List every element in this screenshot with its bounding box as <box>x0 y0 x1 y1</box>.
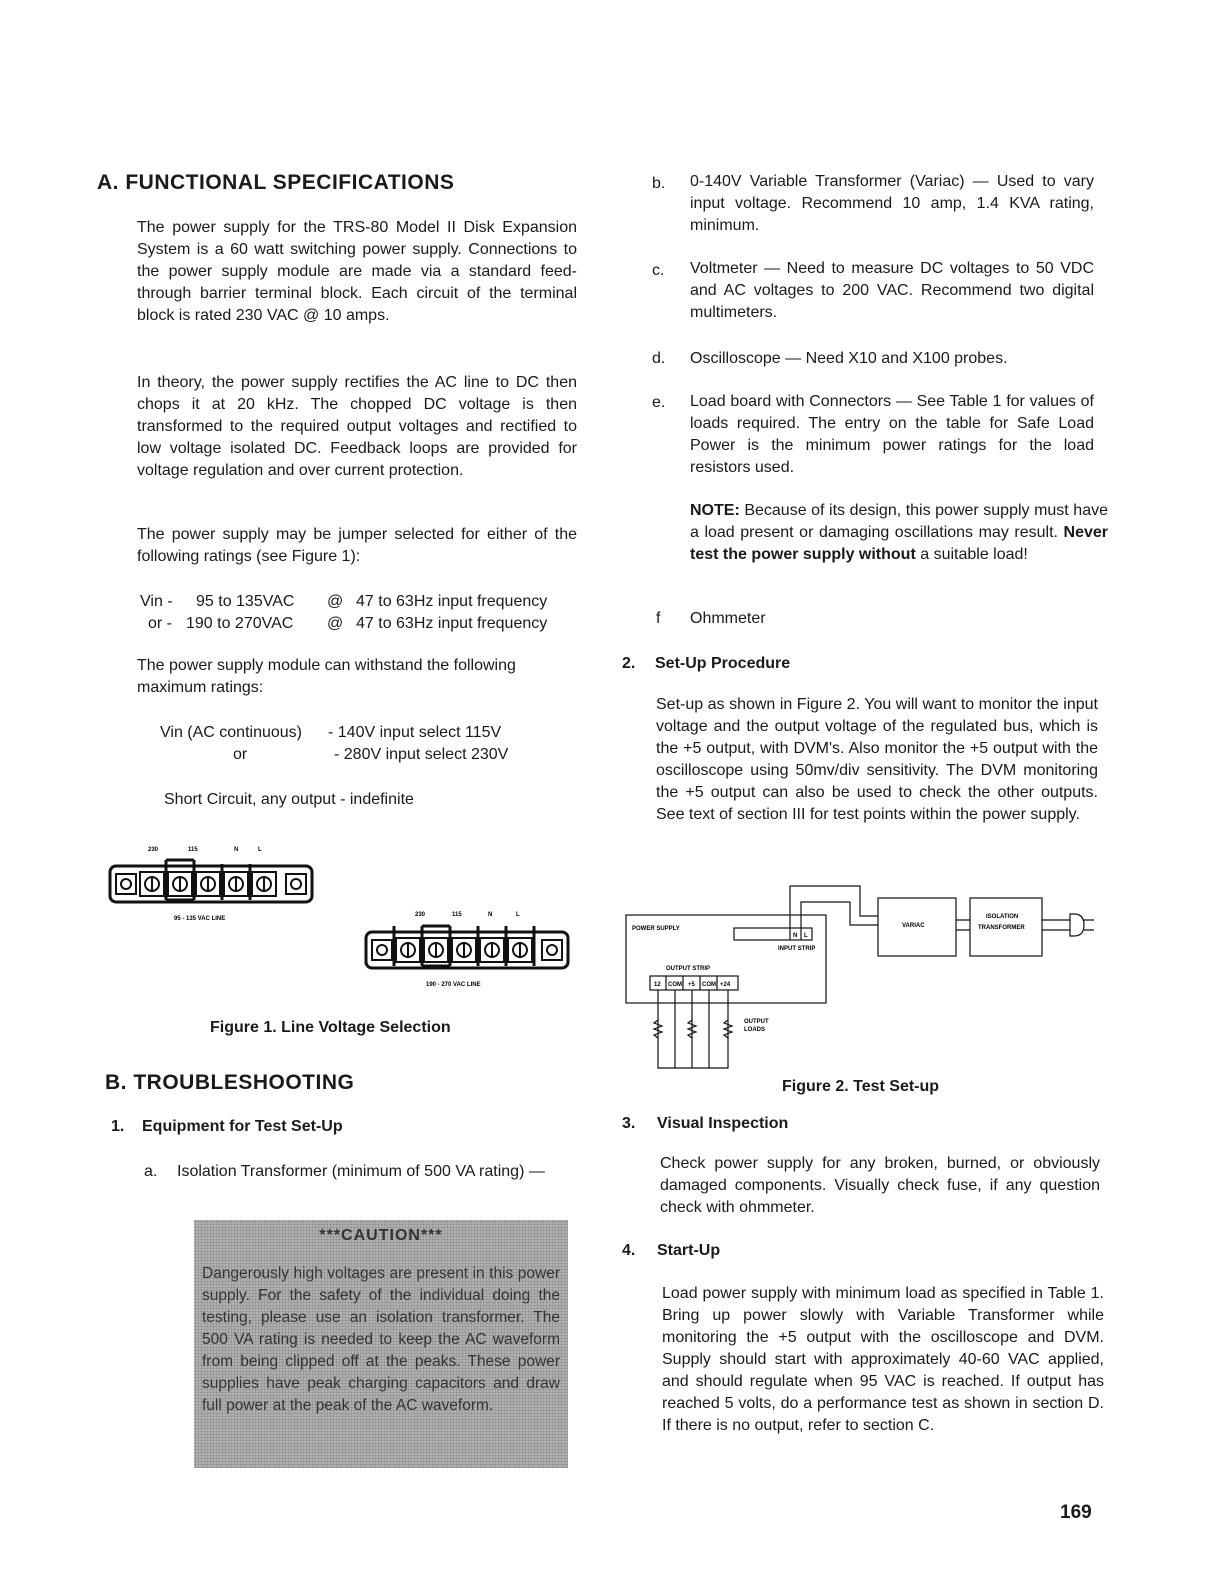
subsection-3-title: Visual Inspection <box>657 1115 789 1132</box>
output-term-5: +5 <box>688 982 695 988</box>
caution-title: ***CAUTION*** <box>319 1227 443 1244</box>
caution-box <box>194 1220 568 1468</box>
visual-text: Check power supply for any broken, burned, or obviously damaged components. Visually check fuse, if any question check with ohmmeter. <box>660 1155 1100 1216</box>
section-a-heading: A. FUNCTIONAL SPECIFICATIONS <box>97 171 455 194</box>
startup-text: Load power supply with minimum load as specified in Table 1. Bring up power slowly with Variable Transformer while monitoring the +5 output with the oscilloscope and DVM. Supply should start with approximately 40-60 VAC applied, and should regulate when 95 VAC is reached. If output has reached 5 volts, do a performance test as shown in section D. If there is no output, refer to section C. <box>662 1285 1104 1434</box>
block1-caption: 95 - 135 VAC LINE <box>174 916 226 922</box>
rating-row: or - 190 to 270VAC @ 47 to 63Hz input frequency <box>148 615 548 632</box>
output-term-com1: COM <box>668 982 682 988</box>
item-a-letter: a. <box>144 1163 158 1180</box>
item-d-letter: d. <box>652 350 666 367</box>
terminal-label-n: N <box>488 912 493 918</box>
short-circuit-rating: Short Circuit, any output - indefinite <box>164 791 414 808</box>
item-b-text: 0-140V Variable Transformer (Variac) — Used to vary input voltage. Recommend 10 amp, 1.4 KVA rating, minimum. <box>690 173 1094 234</box>
item-e-text: Load board with Connectors — See Table 1 for values of loads required. The entry on the table for Safe Load Power is the minimum power ratings for the load resistors used. <box>690 393 1094 476</box>
test-setup-diagram <box>620 880 1100 1075</box>
figure1-caption: Figure 1. Line Voltage Selection <box>210 1019 451 1036</box>
input-strip-label: INPUT STRIP <box>778 946 816 952</box>
section-a-para3: The power supply may be jumper selected for either of the following ratings (see Figure 1): <box>137 526 577 565</box>
note-end: a suitable load! <box>920 546 1028 563</box>
output-strip-label: OUTPUT STRIP <box>666 966 711 972</box>
item-e-letter: e. <box>652 394 666 411</box>
power-supply-label: POWER SUPPLY <box>632 926 680 932</box>
output-loads-label-2: LOADS <box>744 1027 765 1033</box>
terminal-label-230: 230 <box>148 847 159 853</box>
terminal-block-115v <box>100 836 320 926</box>
item-d-text: Oscilloscope — Need X10 and X100 probes. <box>690 350 1008 367</box>
note-paragraph <box>690 500 1108 566</box>
output-term-com2: COM <box>702 982 716 988</box>
section-a-para4: The power supply module can withstand the following maximum ratings: <box>137 657 516 696</box>
note-label: NOTE: <box>690 502 740 519</box>
terminal-label-l: L <box>516 912 520 918</box>
block2-caption: 190 - 270 VAC LINE <box>426 982 481 988</box>
output-term-24: +24 <box>720 982 731 988</box>
note-text: Because of its design, this power supply must have a load present or damaging oscillations may result. <box>690 502 1108 541</box>
subsection-1-number: 1. <box>111 1118 125 1135</box>
isolation-label-1: ISOLATION <box>986 914 1019 920</box>
subsection-2-title: Set-Up Procedure <box>655 655 791 672</box>
input-term-n: N <box>793 933 798 939</box>
item-c-letter: c. <box>652 262 665 279</box>
max-rating-1-value: - 140V input select 115V <box>328 724 502 741</box>
subsection-1-title: Equipment for Test Set-Up <box>142 1118 343 1135</box>
isolation-label-2: TRANSFORMER <box>978 925 1025 931</box>
item-f-text: Ohmmeter <box>690 610 766 627</box>
max-rating-2-label: or <box>233 746 248 763</box>
note-warning: Never test the power supply without <box>690 524 1108 563</box>
subsection-3-number: 3. <box>622 1115 636 1132</box>
terminal-label-115: 115 <box>452 912 462 918</box>
item-c-text: Voltmeter — Need to measure DC voltages to 50 VDC and AC voltages to 200 VAC. Recommend two digital multimeters. <box>690 260 1094 321</box>
subsection-2-number: 2. <box>622 655 636 672</box>
terminal-label-n: N <box>234 847 239 853</box>
ratings-list <box>140 591 590 635</box>
section-a-para2: In theory, the power supply rectifies the AC line to DC then chops it at 20 kHz. The chopped DC voltage is then transformed to the required output voltages and rectified to low voltage isolated DC. Feedback loops are provided for voltage regulation and over current protection. <box>137 374 577 479</box>
input-term-l: L <box>804 933 808 939</box>
terminal-label-230: 230 <box>415 912 426 918</box>
setup-text: Set-up as shown in Figure 2. You will want to monitor the input voltage and the output voltage of the regulated bus, which is the +5 output, with DVM's. Also monitor the +5 output with the oscilloscope using 50mv/div sensitivity. The DVM monitoring the +5 output can also be used to check the other outputs. See text of section III for test points within the power supply. <box>656 696 1098 823</box>
item-a-text: Isolation Transformer (minimum of 500 VA rating) — <box>177 1163 545 1180</box>
page-number: 169 <box>1060 1502 1092 1523</box>
item-b-letter: b. <box>652 175 666 192</box>
terminal-label-l: L <box>258 847 262 853</box>
section-a-para1: The power supply for the TRS-80 Model II Disk Expansion System is a 60 watt switching power supply. Connections to the power supply module are made via a standard feed-through barrier terminal block. Each circuit of the terminal block is rated 230 VAC @ 10 amps. <box>137 219 577 324</box>
max-rating-1-label: Vin (AC continuous) <box>160 724 302 741</box>
subsection-4-title: Start-Up <box>657 1242 721 1259</box>
rating-row: Vin - 95 to 135VAC @ 47 to 63Hz input frequency <box>140 593 548 610</box>
max-rating-2-value: - 280V input select 230V <box>334 746 509 763</box>
item-f-letter: f <box>656 610 661 627</box>
terminal-block-230v <box>360 904 580 994</box>
caution-text: Dangerously high voltages are present in this power supply. For the safety of the individual doing the testing, please use an isolation transformer. The 500 VA rating is needed to keep the AC waveform from being clipped off at the peaks. These power supplies have peak charging capacitors and draw full power at the peak of the AC waveform. <box>202 1265 560 1414</box>
subsection-4-number: 4. <box>622 1242 636 1259</box>
terminal-label-115: 115 <box>188 847 198 853</box>
figure2-caption: Figure 2. Test Set-up <box>782 1078 940 1095</box>
variac-label: VARIAC <box>902 923 925 929</box>
output-loads-label-1: OUTPUT <box>744 1019 769 1025</box>
section-b-heading: B. TROUBLESHOOTING <box>105 1071 355 1094</box>
output-term-12: 12 <box>654 982 661 988</box>
